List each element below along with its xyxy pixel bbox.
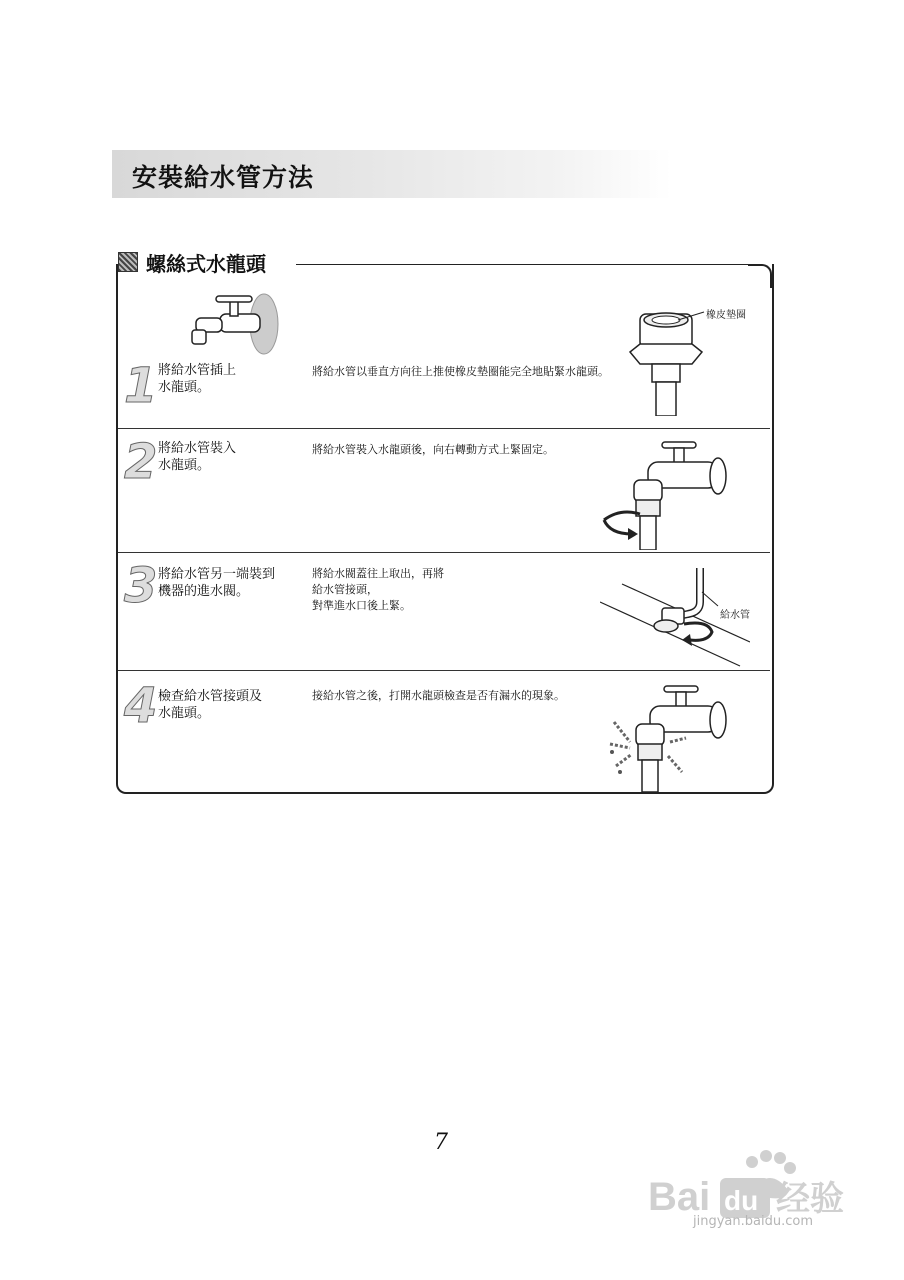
panel-corner <box>748 264 772 288</box>
step-number-1: 1 <box>124 358 158 414</box>
step-title-1: 將給水管插上 水龍頭。 <box>158 363 237 395</box>
step-divider-3 <box>118 670 770 671</box>
hose-coupling-icon <box>626 306 716 416</box>
svg-text:经验: 经验 <box>776 1179 844 1219</box>
faucet-leak-check-icon <box>604 682 730 792</box>
step-title-4: 檢查給水管接頭及 水龍頭。 <box>158 689 263 721</box>
step-title-3: 將給水管另一端裝到 機器的進水閥。 <box>158 567 276 599</box>
hose-callout: 給水管 <box>720 610 750 621</box>
step-number-2: 2 <box>124 434 158 490</box>
step-divider-1 <box>118 428 770 429</box>
step-number-4: 4 <box>124 678 158 734</box>
faucet-tighten-icon <box>600 438 730 550</box>
svg-text:du: du <box>724 1185 759 1216</box>
svg-text:Bai: Bai <box>648 1175 711 1219</box>
page-number: 7 <box>434 1130 448 1155</box>
section-title: 螺絲式水龍頭 <box>146 252 266 276</box>
step-description-2: 將給水管裝入水龍頭後，向右轉動方式上緊固定。 <box>312 443 554 456</box>
step-description-1: 將給水管以垂直方向往上推使橡皮墊圈能完全地貼緊水龍頭。 <box>312 365 609 378</box>
step-description-3: 將給水閥蓋往上取出，再將 給水管接頭， 對準進水口後上緊。 <box>312 567 444 612</box>
faucet-wall-icon <box>186 288 282 360</box>
step-description-4: 接給水管之後，打開水龍頭檢查是否有漏水的現象。 <box>312 689 565 702</box>
watermark-url: jingyan.baidu.com <box>693 1214 813 1229</box>
step-title-2: 將給水管裝入 水龍頭。 <box>158 441 237 473</box>
page-title: 安裝給水管方法 <box>132 163 315 192</box>
step-number-3: 3 <box>124 558 158 614</box>
washer-callout: 橡皮墊圈 <box>706 310 746 321</box>
step-divider-2 <box>118 552 770 553</box>
